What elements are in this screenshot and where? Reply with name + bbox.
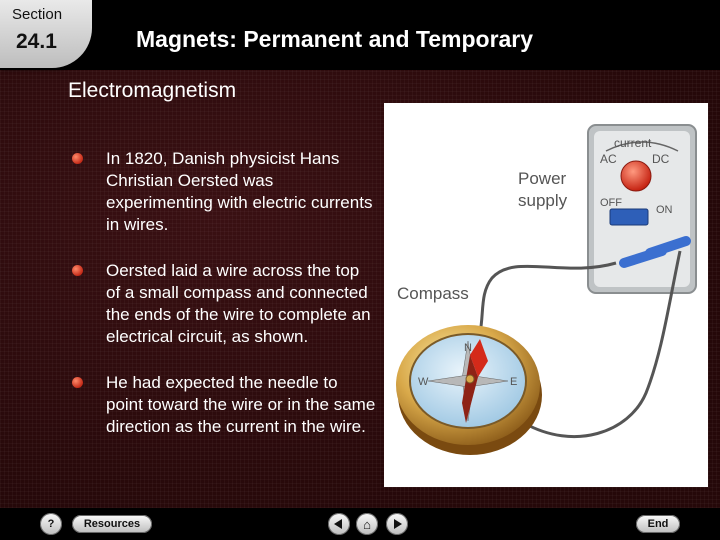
home-icon: ⌂ (363, 516, 371, 532)
section-label: Section (12, 6, 63, 23)
oersted-figure (384, 103, 708, 487)
oersted-illustration (384, 103, 708, 487)
bullet-text: He had expected the needle to point toward the wire or in the same direction as the current in the wire. (106, 373, 376, 436)
off-label: OFF (600, 197, 622, 209)
next-icon (394, 519, 402, 529)
end-button[interactable]: End (636, 515, 680, 533)
power-supply-label: Power (518, 169, 567, 188)
page-title: Magnets: Permanent and Temporary (136, 26, 534, 52)
home-button[interactable] (356, 513, 378, 535)
slide-subtitle: Electromagnetism (68, 79, 237, 102)
power-supply (588, 125, 696, 293)
bullet-item (68, 148, 378, 236)
previous-button[interactable] (328, 513, 350, 535)
resources-button[interactable]: Resources (72, 515, 152, 533)
previous-icon (334, 519, 342, 529)
next-button[interactable] (386, 513, 408, 535)
bullet-dot-icon (72, 153, 83, 164)
bullet-text: Oersted laid a wire across the top of a small compass and connected the ends of the wire to complete an electrical circuit, as shown. (106, 261, 371, 346)
compass-n-label: N (464, 342, 472, 354)
footer-bar (0, 508, 720, 540)
compass-e-label: E (510, 376, 518, 388)
section-number: 24.1 (16, 30, 57, 53)
bullet-dot-icon (72, 377, 83, 388)
dc-label: DC (652, 152, 670, 166)
current-label: current (614, 136, 652, 150)
compass-w-label: W (418, 376, 429, 388)
bullet-text: In 1820, Danish physicist Hans Christian Oersted was experimenting with electric currents in wires. (106, 149, 373, 234)
section-tab (0, 0, 92, 68)
bullet-dot-icon (72, 265, 83, 276)
bullet-item (68, 260, 378, 348)
power-supply-label: supply (518, 191, 568, 210)
bullet-item (68, 372, 378, 438)
bullet-list (68, 148, 378, 438)
on-label: ON (656, 204, 673, 216)
ac-label: AC (600, 152, 617, 166)
compass-label: Compass (397, 284, 469, 303)
help-button[interactable]: ? (40, 513, 62, 535)
